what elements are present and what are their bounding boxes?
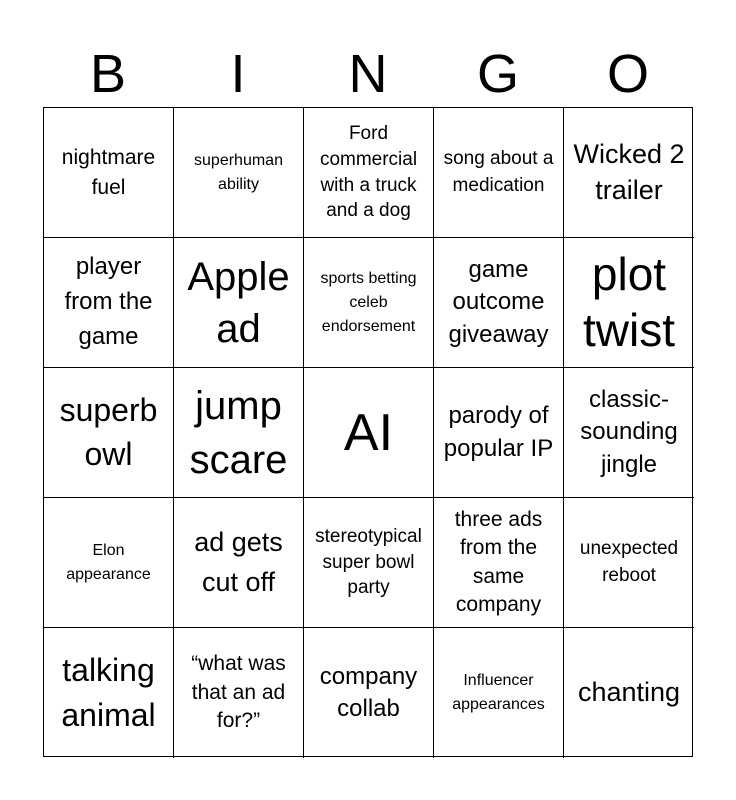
bingo-cell[interactable] [174, 368, 304, 498]
bingo-cell[interactable] [304, 368, 434, 498]
header-letter-i: I [230, 44, 246, 104]
bingo-cell[interactable] [304, 108, 434, 238]
cell-text: jump scare [189, 383, 288, 482]
cell-text: classic-sounding jingle [580, 385, 678, 478]
cell-text: Influencer appearances [452, 672, 545, 713]
bingo-cell[interactable] [174, 498, 304, 628]
cell-text: “what was that an ad for?” [191, 652, 286, 733]
cell-text: plot twist [583, 248, 675, 356]
cell-text: superb owl [59, 392, 158, 472]
cell-text: song about a medication [443, 147, 554, 196]
cell-text: player from the game [64, 253, 153, 350]
cell-text: Wicked 2 trailer [573, 139, 685, 205]
cell-text: parody of popular IP [443, 402, 554, 462]
bingo-cell[interactable] [434, 368, 564, 498]
cell-text: Elon appearance [66, 541, 151, 583]
bingo-cell[interactable] [564, 368, 694, 498]
cell-text: three ads from the same company [454, 507, 543, 616]
bingo-cell[interactable] [174, 108, 304, 238]
cell-text: talking animal [61, 652, 156, 733]
bingo-cell[interactable] [44, 238, 174, 368]
bingo-header [43, 40, 693, 108]
cell-text: company collab [319, 662, 418, 722]
bingo-cell[interactable] [434, 108, 564, 238]
cell-text: sports betting celeb endorsement [320, 269, 417, 335]
bingo-cell[interactable] [434, 498, 564, 628]
header-letter-o: O [606, 44, 649, 104]
header-letter-g: G [476, 44, 519, 104]
bingo-cell[interactable] [564, 238, 694, 368]
cell-text: superhuman ability [194, 151, 283, 193]
cell-text: Apple ad [187, 254, 290, 351]
bingo-cell[interactable] [434, 238, 564, 368]
bingo-cell[interactable] [44, 628, 174, 758]
cell-text: unexpected reboot [579, 537, 679, 586]
bingo-cell[interactable] [44, 368, 174, 498]
bingo-cell[interactable] [304, 498, 434, 628]
bingo-cell[interactable] [174, 628, 304, 758]
bingo-board [43, 107, 693, 757]
cell-text: chanting [577, 677, 681, 708]
bingo-cell[interactable] [44, 498, 174, 628]
cell-text: game outcome giveaway [448, 255, 549, 348]
bingo-cell[interactable] [434, 628, 564, 758]
cell-text: AI [343, 403, 394, 462]
bingo-cell[interactable] [44, 108, 174, 238]
bingo-cell[interactable] [174, 238, 304, 368]
bingo-cell[interactable] [304, 238, 434, 368]
cell-text: Ford commercial with a truck and a dog [319, 123, 418, 222]
header-letter-n: N [348, 44, 388, 104]
bingo-cell[interactable] [564, 108, 694, 238]
bingo-cell[interactable] [564, 498, 694, 628]
cell-text: ad gets cut off [194, 527, 283, 597]
bingo-cell[interactable] [304, 628, 434, 758]
header-letter-b: B [89, 44, 127, 104]
cell-text: nightmare fuel [61, 146, 156, 199]
bingo-cell[interactable] [564, 628, 694, 758]
cell-text: stereotypical super bowl party [315, 526, 422, 599]
